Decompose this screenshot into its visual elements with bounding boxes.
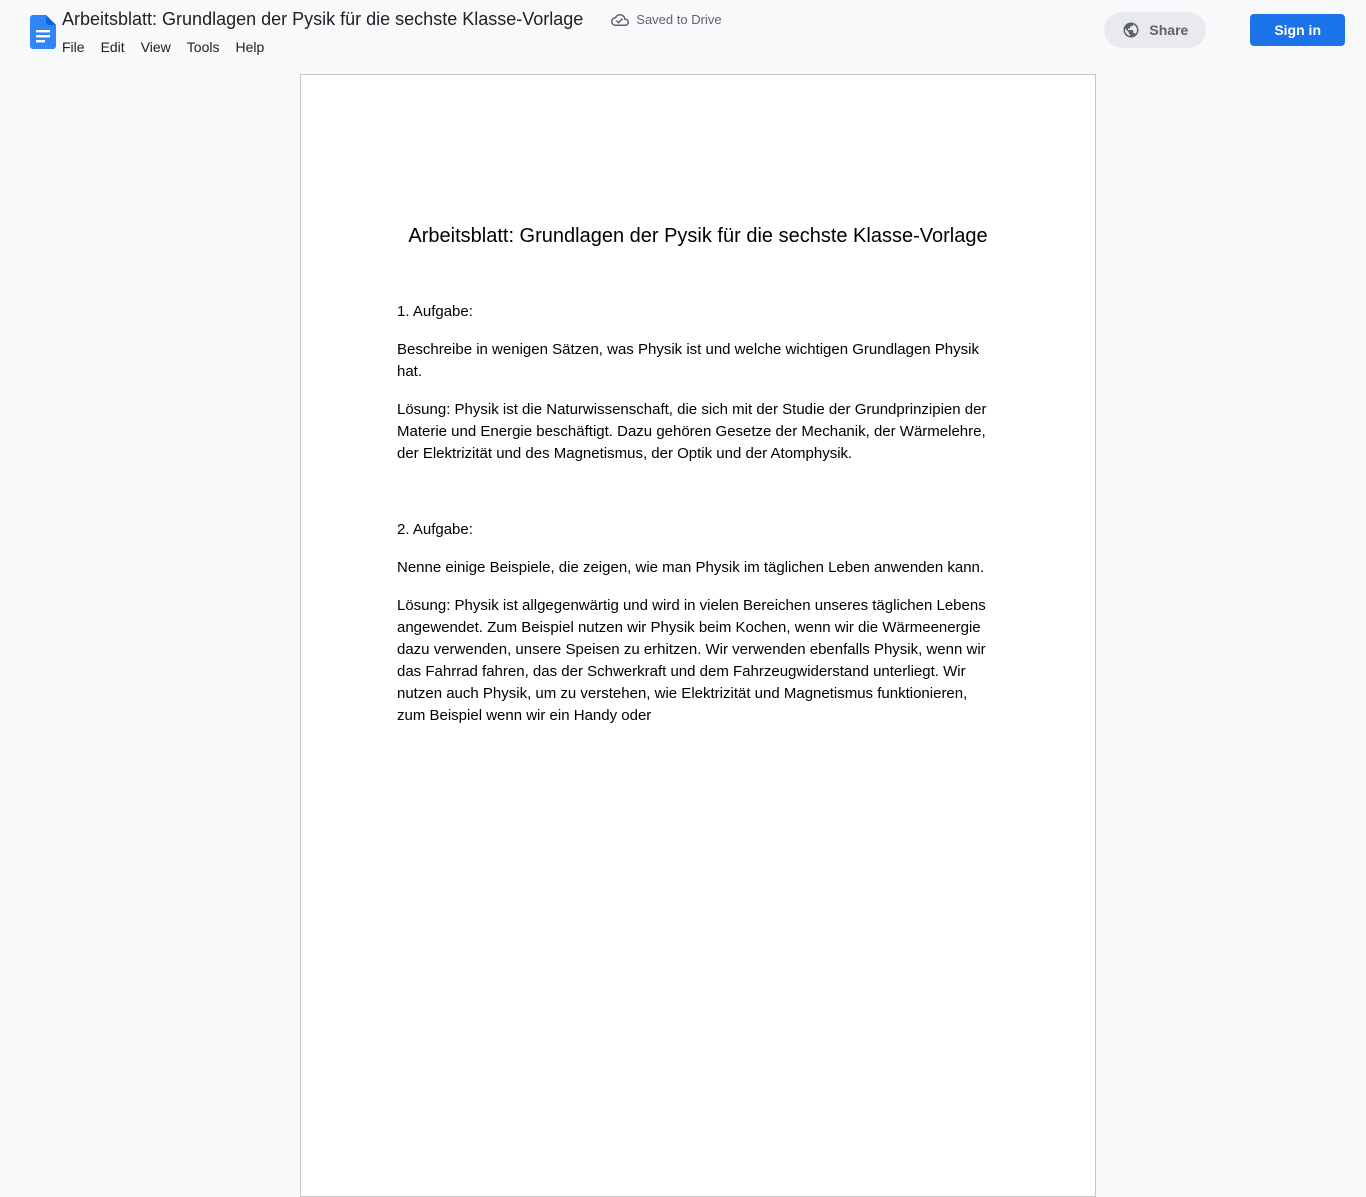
globe-icon: [1122, 21, 1140, 39]
task-heading: 1. Aufgabe:: [397, 303, 473, 320]
app-header: [0, 0, 1366, 66]
task-section-1: [397, 301, 999, 465]
task-section-2: [397, 519, 999, 727]
menu-file[interactable]: File: [62, 39, 85, 55]
task-question: Beschreibe in wenigen Sätzen, was Physik ist und welche wichtigen Grundlagen Physik hat.: [397, 341, 979, 380]
menu-edit[interactable]: Edit: [100, 39, 125, 55]
task-solution: Lösung: Physik ist die Naturwissenschaft, die sich mit der Studie der Grundprinzipien der Materie und Energie beschäftigt. Dazu gehören Gesetze der Mechanik, der Wärmelehre, der Elektrizität und des Magnetismus, der Optik und der Atomphysik.: [397, 401, 987, 462]
sign-in-button[interactable]: Sign in: [1250, 14, 1345, 46]
google-docs-icon[interactable]: [30, 15, 56, 49]
document-content: [301, 221, 1095, 727]
cloud-done-icon: [611, 11, 629, 29]
header-actions: [1104, 0, 1366, 60]
menu-help[interactable]: Help: [235, 39, 265, 55]
task-solution: Lösung: Physik ist allgegenwärtig und wird in vielen Bereichen unseres täglichen Lebens angewendet. Zum Beispiel nutzen wir Physik beim Kochen, wenn wir die Wärmeenergie dazu verwenden, unsere Speisen zu erhitzen. Wir verwenden ebenfalls Physik, wenn wir das Fahrrad fahren, das der Schwerkraft und dem Fahrzeugwiderstand unterliegt. Wir nutzen auch Physik, um zu verstehen, wie Elektrizität und Magnetismus funktionieren, zum Beispiel wenn wir ein Handy oder: [397, 597, 986, 724]
title-block: [62, 9, 722, 57]
task-question: Nenne einige Beispiele, die zeigen, wie man Physik im täglichen Leben anwenden kann.: [397, 559, 985, 576]
document-page: [300, 74, 1096, 1197]
window-doc-title: Arbeitsblatt: Grundlagen der Pysik für die sechste Klasse-Vorlage: [62, 9, 584, 29]
share-button[interactable]: [1104, 12, 1206, 48]
saved-to-drive-status: [611, 11, 721, 29]
menu-view[interactable]: View: [140, 39, 171, 55]
saved-status-label: Saved to Drive: [636, 12, 722, 27]
document-title: Arbeitsblatt: Grundlagen der Pysik für die sechste Klasse-Vorlage: [408, 225, 988, 247]
menu-tools[interactable]: Tools: [186, 39, 220, 55]
menubar: [54, 37, 722, 57]
task-heading: 2. Aufgabe:: [397, 521, 473, 538]
share-button-label: Share: [1149, 22, 1189, 38]
